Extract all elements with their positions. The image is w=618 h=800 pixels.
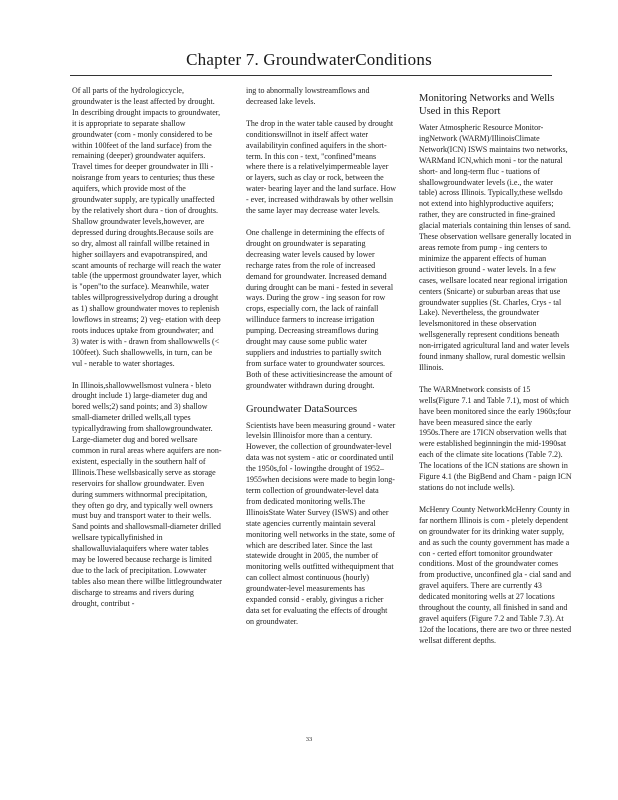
section-heading-monitoring-networks: Monitoring Networks and Wells Used in this Report <box>419 93 555 117</box>
paragraph: Water Atmospheric Resource Monitor- ingNetwork (WARM)/IllinoisClimate Network(ICN) ISWS maintains two networks, WARMand ICN,which moni - tor the natural short- and long-term fluc - tuations of shallowgroundwater levels (i.e., the water table) across Illinois. Typically,these wellsdo not extend into highlyproductive aquifers; rather, they are constructed in fine-grained glacial materials containing thin lenses of sand. These observation wellsare generally located in areas remote from pump - ing centers to minimize the apparent effects of human activitieson ground - water levels. In a few cases, wellsare located near regional irrigation centers (Snicarte) or suburban areas that use groundwater supplies (St. Charles, Crys - tal Lake). Nevertheless, the groundwater levelsmonitored in these observation wellsgenerally represent conditions beneath non-irrigated agricultural land and water levels found inmany shallow, rural domestic wellsin Illinois. <box>419 123 572 372</box>
section-heading-data-sources: Groundwater DataSources <box>246 403 358 415</box>
paragraph: The drop in the water table caused by drought conditionswillnot in itself affect water availabilityin confined aquifers in the short-term. In this con - text, "confined"means where there is a relativelyimpermeable layer or layers, such as clay or rock, between the water- bearing layer and the land surface. How - ever, increased withdrawals by other wellsin the same layer may decrease water levels. <box>246 118 396 216</box>
column-1 <box>72 86 222 621</box>
paragraph: McHenry County NetworkMcHenry County in far northern Illinois is com - pletely dependent on groundwater for its drinking water supply, and as such the county government has made a con - certed effort tomonitor groundwater conditions. Most of the groundwater comes from productive, unconfined gla - cial sand and gravel aquifers. There are currently 43 dedicated monitoring wells at 27 locations throughout the county, all finished in sand and gravel aquifers (Figure 7.2 and Table 7.3). At 12of the locations, there are two or three nested wellsat different depths. <box>419 504 572 645</box>
paragraph: Scientists have been measuring ground - water levelsin Illinoisfor more than a century. However, the collection of groundwater-level data was not system - atic or coordinated until the 1950s,fol - lowingthe drought of 1952–1955when decisions were made to begin long-term collection of groundwater-level data from dedicated monitoring wells.The IllinoisState Water Survey (ISWS) and other state agencies currently maintain several monitoring well networks in the state, some of which are described later. Since the last statewide drought in 2005, the number of monitoring wells outfitted withequipment that can collect almost continuous (hourly) groundwater-level measurements has expanded consid - erably, givingus a richer data set for evaluating the effects of drought on groundwater. <box>246 420 396 626</box>
column-2 <box>246 86 396 639</box>
page-number: 33 <box>305 736 313 743</box>
paragraph: One challenge in determining the effects of drought on groundwater is separating decreasing water levels caused by lower recharge rates from the role of increased demand for groundwater. Increased demand during drought can be mani - fested in several ways. During the grow - ing season for row crops, especially corn, the lack of rainfall willinduce farmers to increase irrigation pumping. Decreasing streamflows during drought may cause some public water suppliers and industries to partially switch from surface water to groundwater sources. Both of these activitiesincrease the amount of groundwater withdrawn during drought. <box>246 227 394 390</box>
column-3 <box>419 86 572 658</box>
paragraph: Of all parts of the hydrologiccycle, groundwater is the least affected by drought. In describing drought impacts to groundwater, it is appropriate to separate shallow groundwater (com - monly considered to be within 100feet of the land surface) from the remaining (deeper) groundwater aquifers. Travel times for deeper groundwater in Illi - noisrange from years to centuries; thus these aquifers, which provide most of the groundwater supply, are typically unaffected by the relatively short dura - tion of droughts. Shallow groundwater levels,however, are depressed during droughts.Because soils are so dry, almost all rainfall willbe retained in higher soillayers and evapotranspired, and scant amounts of recharge will reach the water table (the uppermost groundwater layer, which is "open"to the surface). Meanwhile, water tables willprogressivelydrop during a drought as 1) shallow groundwater moves to replenish lowflows in streams; 2) veg- etation with deep roots induces uptake from groundwater; and 3) water is with - drawn from shallowwells (< 100feet). Such shallowwells, in turn, can be vul - nerable to water shortages. <box>72 86 222 368</box>
paragraph: The WARMnetwork consists of 15 wells(Figure 7.1 and Table 7.1), most of which have been monitored since the early 1960s;four have been measured since the early 1950s.There are 17ICN observation wells that were established beginningin the mid-1990sat each of the climate site locations (Table 7.2). The locations of the ICN stations are shown in Figure 4.1 (the BigBend and Cham - paign ICN stations do not include wells). <box>419 384 572 492</box>
paragraph: ing to abnormally lowstreamflows and decreased lake levels. <box>246 86 370 106</box>
title-rule <box>70 75 552 76</box>
chapter-title: Chapter 7. GroundwaterConditions <box>186 50 432 69</box>
paragraph: In Illinois,shallowwellsmost vulnera - bleto drought include 1) large-diameter dug and bored wells;2) sand points; and 3) shallow small-diameter drilled wells,all types typicallydrawing from shallowgroundwater. Large-diameter dug and bored wellsare common in rural areas where aquifers are non- existent, especially in the southern half of Illinois.These wellsbasically serve as storage reservoirs for shallow groundwater. Even during summers withnormal precipitation, they often go dry, and typically well owners must buy and transport water to their wells. Sand points and shallowsmall-diameter drilled wellsare typicallyfinished in shallowalluvialaquifers where water tables may be lowered because recharge is limited due to the lack of precipitation. Lowwater tables also mean there willbe littlegroundwater discharge to streams and rivers during drought, contribut - <box>72 380 222 608</box>
